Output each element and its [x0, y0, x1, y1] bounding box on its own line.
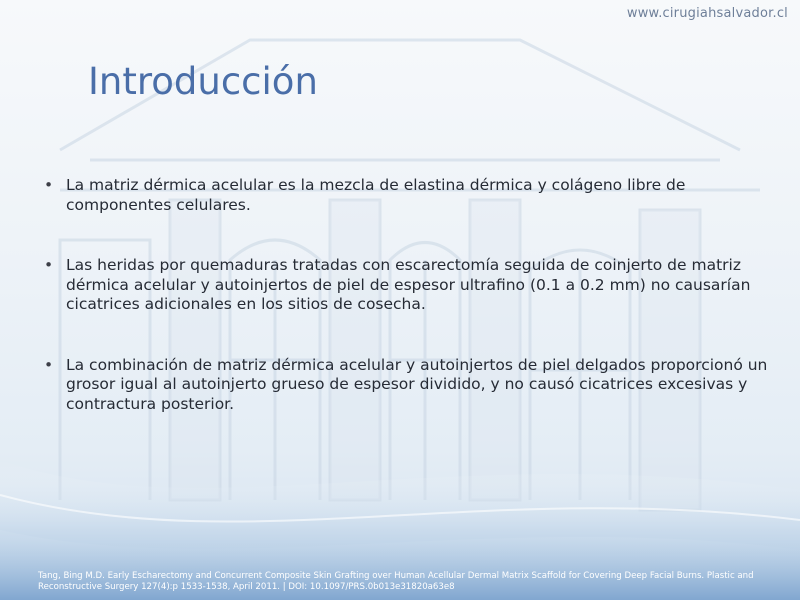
bullet-list — [44, 176, 774, 455]
bullet-text: La combinación de matriz dérmica acelular y autoinjertos de piel delgados proporcionó un grosor igual al autoinjerto grueso de espesor dividido, y no causó cicatrices excesivas y contractura posterior. — [66, 355, 768, 413]
site-url: www.cirugiahsalvador.cl — [626, 6, 788, 21]
slide-title: Introducción — [88, 60, 318, 103]
bullet-item — [44, 256, 774, 315]
bullet-text: Las heridas por quemaduras tratadas con escarectomía seguida de coinjerto de matriz dérmica acelular y autoinjertos de piel de espesor ultrafino (0.1 a 0.2 mm) no causarían cicatrices adicionales en los sitios de cosecha. — [66, 256, 751, 313]
bullet-item — [44, 176, 774, 215]
bullet-dot-icon: • — [44, 256, 54, 274]
citation-footer: Tang, Bing M.D. Early Escharectomy and Concurrent Composite Skin Grafting over Human Acellular Dermal Matrix Scaffold for Covering Deep Facial Burns. Plastic and Reconstructive Surgery 127(4):p 1533-1538, April 2011. | DOI: 10.1097/PRS.0b013e31820a63e8 — [38, 571, 754, 592]
bullet-item — [44, 356, 774, 415]
bullet-dot-icon: • — [44, 176, 54, 194]
bullet-text: La matriz dérmica acelular es la mezcla de elastina dérmica y colágeno libre de componentes celulares. — [66, 176, 686, 214]
bullet-dot-icon: • — [44, 355, 54, 374]
